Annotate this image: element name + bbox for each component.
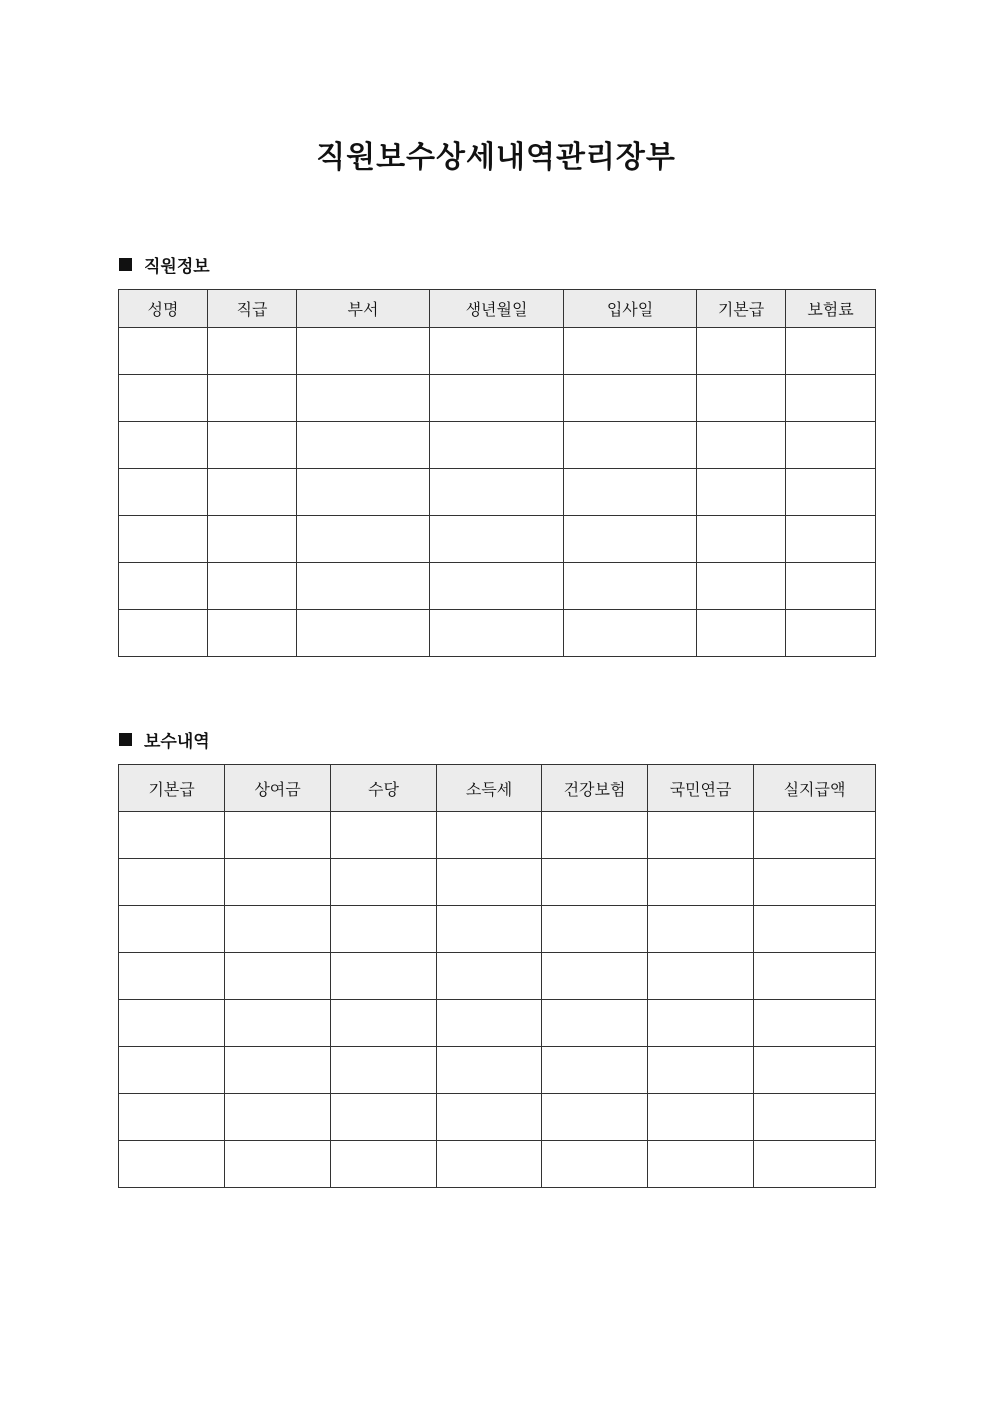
table-cell[interactable]: [754, 812, 876, 859]
column-header: 성명: [119, 290, 208, 328]
table-cell[interactable]: [697, 422, 786, 469]
table-cell[interactable]: [697, 375, 786, 422]
table-cell[interactable]: [437, 1047, 542, 1094]
table-cell[interactable]: [648, 1141, 754, 1188]
table-row: [119, 469, 876, 516]
table-cell[interactable]: [119, 328, 208, 375]
table-cell[interactable]: [208, 422, 297, 469]
table-cell[interactable]: [437, 859, 542, 906]
table-cell[interactable]: [786, 328, 876, 375]
square-bullet-icon: [119, 733, 132, 746]
table-cell[interactable]: [225, 1000, 331, 1047]
table-cell[interactable]: [754, 906, 876, 953]
column-header: 기본급: [119, 765, 225, 812]
table-cell[interactable]: [648, 859, 754, 906]
table-row: [119, 953, 876, 1000]
table-cell[interactable]: [437, 1000, 542, 1047]
table-cell[interactable]: [208, 375, 297, 422]
table-cell[interactable]: [297, 328, 430, 375]
table-cell[interactable]: [297, 563, 430, 610]
table-cell[interactable]: [208, 610, 297, 657]
table-row: [119, 1000, 876, 1047]
table-row: [119, 1141, 876, 1188]
table-cell[interactable]: [225, 1094, 331, 1141]
table-cell[interactable]: [430, 469, 564, 516]
table-cell[interactable]: [119, 906, 225, 953]
table-cell[interactable]: [754, 1000, 876, 1047]
table-cell[interactable]: [564, 375, 697, 422]
table-cell[interactable]: [225, 812, 331, 859]
table-cell[interactable]: [648, 1094, 754, 1141]
table-cell[interactable]: [786, 375, 876, 422]
table-cell[interactable]: [437, 1141, 542, 1188]
table-cell[interactable]: [225, 953, 331, 1000]
table-cell[interactable]: [564, 610, 697, 657]
table-cell[interactable]: [542, 953, 648, 1000]
table-cell[interactable]: [564, 422, 697, 469]
table-cell[interactable]: [697, 516, 786, 563]
table-cell[interactable]: [564, 516, 697, 563]
table-cell[interactable]: [208, 328, 297, 375]
table-cell[interactable]: [297, 422, 430, 469]
table-cell[interactable]: [430, 563, 564, 610]
table-cell[interactable]: [225, 906, 331, 953]
table-cell[interactable]: [542, 1000, 648, 1047]
table-row: [119, 563, 876, 610]
table-row: [119, 812, 876, 859]
table-cell[interactable]: [225, 1141, 331, 1188]
table-cell[interactable]: [297, 516, 430, 563]
table-cell[interactable]: [119, 610, 208, 657]
table-cell[interactable]: [430, 328, 564, 375]
table-row: [119, 610, 876, 657]
column-header: 수당: [331, 765, 437, 812]
table-cell[interactable]: [297, 610, 430, 657]
pay-details-table: [118, 764, 876, 1188]
table-cell[interactable]: [542, 1047, 648, 1094]
table-cell[interactable]: [648, 1047, 754, 1094]
table-cell[interactable]: [542, 906, 648, 953]
table-cell[interactable]: [437, 906, 542, 953]
table-cell[interactable]: [697, 610, 786, 657]
section-title: 보수내역: [144, 731, 210, 752]
table-cell[interactable]: [648, 1000, 754, 1047]
table-cell[interactable]: [437, 812, 542, 859]
column-header: 상여금: [225, 765, 331, 812]
table-cell[interactable]: [648, 906, 754, 953]
table-cell[interactable]: [542, 812, 648, 859]
table-cell[interactable]: [119, 1094, 225, 1141]
table-row: [119, 422, 876, 469]
table-cell[interactable]: [208, 516, 297, 563]
section-heading-pay-details: [119, 727, 210, 751]
table-cell[interactable]: [786, 516, 876, 563]
table-cell[interactable]: [430, 422, 564, 469]
table-cell[interactable]: [331, 1094, 437, 1141]
column-header: 입사일: [564, 290, 697, 328]
table-cell[interactable]: [648, 953, 754, 1000]
table-cell[interactable]: [754, 859, 876, 906]
table-header-row: [119, 290, 876, 328]
table-cell[interactable]: [297, 375, 430, 422]
section-title: 직원정보: [144, 256, 210, 277]
table-cell[interactable]: [430, 610, 564, 657]
table-cell[interactable]: [430, 516, 564, 563]
square-bullet-icon: [119, 258, 132, 271]
column-header: 소득세: [437, 765, 542, 812]
table-cell[interactable]: [208, 469, 297, 516]
table-cell[interactable]: [331, 1047, 437, 1094]
table-cell[interactable]: [754, 953, 876, 1000]
table-cell[interactable]: [331, 1000, 437, 1047]
table-cell[interactable]: [331, 953, 437, 1000]
table-row: [119, 328, 876, 375]
table-cell[interactable]: [430, 375, 564, 422]
table-cell[interactable]: [331, 1141, 437, 1188]
table-cell[interactable]: [119, 516, 208, 563]
table-cell[interactable]: [297, 469, 430, 516]
table-cell[interactable]: [697, 469, 786, 516]
table-cell[interactable]: [119, 422, 208, 469]
table-cell[interactable]: [786, 563, 876, 610]
table-row: [119, 859, 876, 906]
table-cell[interactable]: [119, 812, 225, 859]
table-cell[interactable]: [225, 859, 331, 906]
table-cell[interactable]: [697, 328, 786, 375]
table-cell[interactable]: [786, 469, 876, 516]
table-row: [119, 375, 876, 422]
table-cell[interactable]: [754, 1141, 876, 1188]
table-row: [119, 906, 876, 953]
table-cell[interactable]: [564, 563, 697, 610]
table-cell[interactable]: [437, 953, 542, 1000]
table-cell[interactable]: [119, 563, 208, 610]
table-cell[interactable]: [564, 469, 697, 516]
table-cell[interactable]: [331, 812, 437, 859]
table-cell[interactable]: [119, 1047, 225, 1094]
table-cell[interactable]: [119, 1141, 225, 1188]
table-cell[interactable]: [697, 563, 786, 610]
table-cell[interactable]: [542, 1094, 648, 1141]
employee-info-table: [118, 289, 876, 657]
table-cell[interactable]: [754, 1094, 876, 1141]
table-row: [119, 1047, 876, 1094]
table-cell[interactable]: [564, 328, 697, 375]
table-cell[interactable]: [754, 1047, 876, 1094]
column-header: 부서: [297, 290, 430, 328]
table-cell[interactable]: [786, 610, 876, 657]
column-header: 기본급: [697, 290, 786, 328]
table-cell[interactable]: [542, 1141, 648, 1188]
column-header: 보험료: [786, 290, 876, 328]
table-cell[interactable]: [331, 906, 437, 953]
table-row: [119, 1094, 876, 1141]
table-cell[interactable]: [437, 1094, 542, 1141]
column-header: 국민연금: [648, 765, 754, 812]
table-cell[interactable]: [119, 859, 225, 906]
section-heading-employee-info: [119, 252, 210, 276]
table-cell[interactable]: [542, 859, 648, 906]
table-cell[interactable]: [331, 859, 437, 906]
table-cell[interactable]: [119, 953, 225, 1000]
table-cell[interactable]: [648, 812, 754, 859]
table-cell[interactable]: [225, 1047, 331, 1094]
column-header: 생년월일: [430, 290, 564, 328]
column-header: 실지급액: [754, 765, 876, 812]
table-header-row: [119, 765, 876, 812]
document-title: 직원보수상세내역관리장부: [316, 140, 676, 175]
table-cell[interactable]: [786, 422, 876, 469]
table-cell[interactable]: [119, 1000, 225, 1047]
table-cell[interactable]: [119, 469, 208, 516]
table-row: [119, 516, 876, 563]
table-cell[interactable]: [119, 375, 208, 422]
column-header: 직급: [208, 290, 297, 328]
column-header: 건강보험: [542, 765, 648, 812]
table-cell[interactable]: [208, 563, 297, 610]
